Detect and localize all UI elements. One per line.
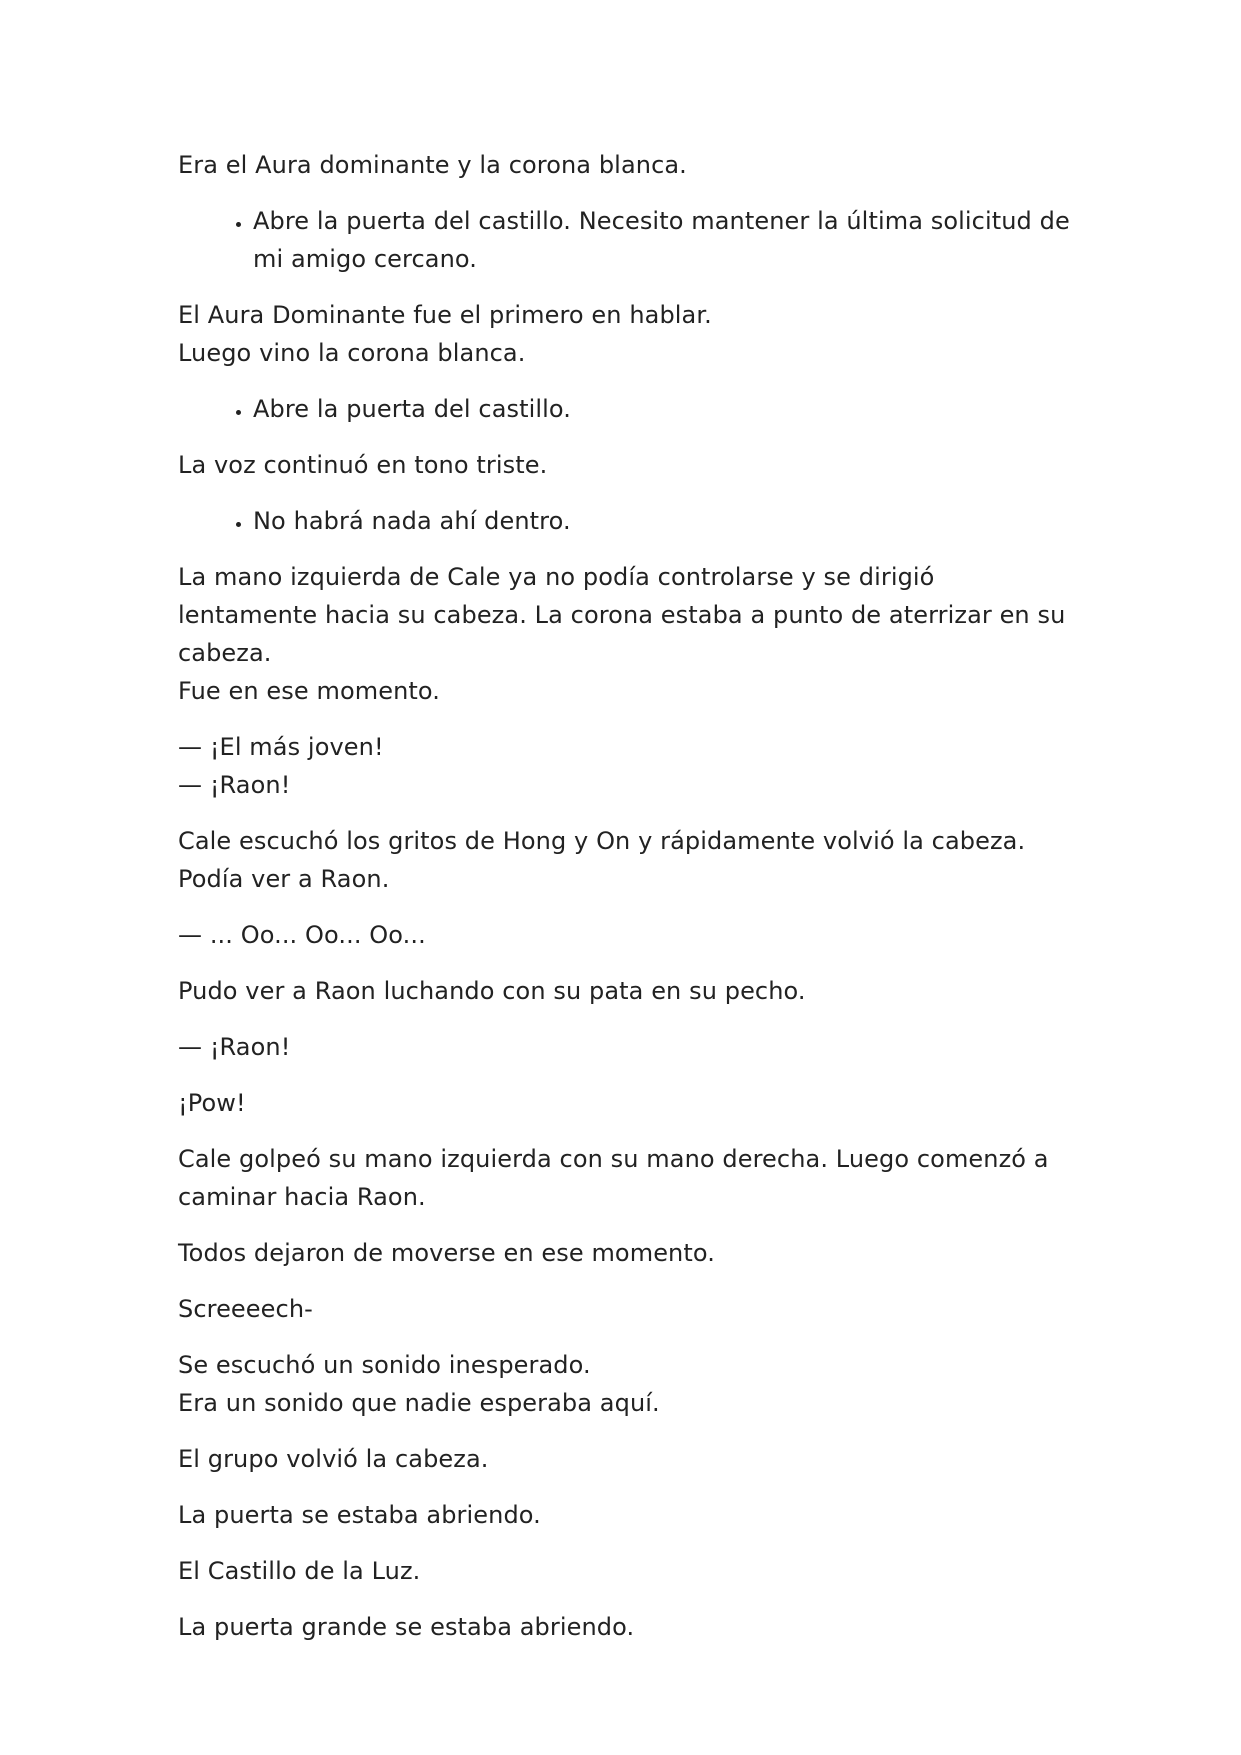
dialogue-line: — ¡El más joven! <box>178 733 384 761</box>
paragraph <box>178 296 1078 372</box>
paragraph-line: Luego vino la corona blanca. <box>178 339 526 367</box>
paragraph: Screeeech- <box>178 1295 313 1323</box>
paragraph: La puerta grande se estaba abriendo. <box>178 1613 635 1641</box>
paragraph: El grupo volvió la cabeza. <box>178 1445 489 1473</box>
paragraph: El Castillo de la Luz. <box>178 1557 421 1585</box>
paragraph-line: Se escuchó un sonido inesperado. <box>178 1351 591 1379</box>
paragraph <box>178 1346 1078 1422</box>
dialogue: — ¡Raon! <box>178 1033 291 1061</box>
paragraph: ¡Pow! <box>178 1089 246 1117</box>
paragraph: Era el Aura dominante y la corona blanca. <box>178 151 687 179</box>
bullet-list <box>178 202 1078 278</box>
paragraph: La puerta se estaba abriendo. <box>178 1501 541 1529</box>
paragraph-line: La mano izquierda de Cale ya no podía controlarse y se dirigió lentamente hacia su cabeza. La corona estaba a punto de aterrizar en su cabeza. <box>178 563 1066 667</box>
paragraph <box>178 558 1078 710</box>
paragraph-line: Era un sonido que nadie esperaba aquí. <box>178 1389 660 1417</box>
bullet-list <box>178 502 1078 540</box>
dialogue: — ... Oo... Oo... Oo... <box>178 921 426 949</box>
dialogue-line: — ¡Raon! <box>178 771 291 799</box>
paragraph-line: Cale escuchó los gritos de Hong y On y rápidamente volvió la cabeza. <box>178 827 1026 855</box>
bullet-item: • Abre la puerta del castillo. Necesito mantener la última solicitud de mi amigo cercano. <box>253 202 1078 278</box>
bullet-item: • No habrá nada ahí dentro. <box>253 502 1078 540</box>
paragraph: Pudo ver a Raon luchando con su pata en su pecho. <box>178 977 806 1005</box>
paragraph <box>178 822 1078 898</box>
document-body <box>178 146 1078 1664</box>
paragraph: La voz continuó en tono triste. <box>178 451 548 479</box>
paragraph-line: Podía ver a Raon. <box>178 865 390 893</box>
bullet-list <box>178 390 1078 428</box>
paragraph: Cale golpeó su mano izquierda con su mano derecha. Luego comenzó a caminar hacia Raon. <box>178 1145 1049 1211</box>
paragraph-line: Fue en ese momento. <box>178 677 440 705</box>
paragraph-line: El Aura Dominante fue el primero en hablar. <box>178 301 712 329</box>
dialogue <box>178 728 1078 804</box>
paragraph: Todos dejaron de moverse en ese momento. <box>178 1239 715 1267</box>
bullet-item: • Abre la puerta del castillo. <box>253 390 1078 428</box>
